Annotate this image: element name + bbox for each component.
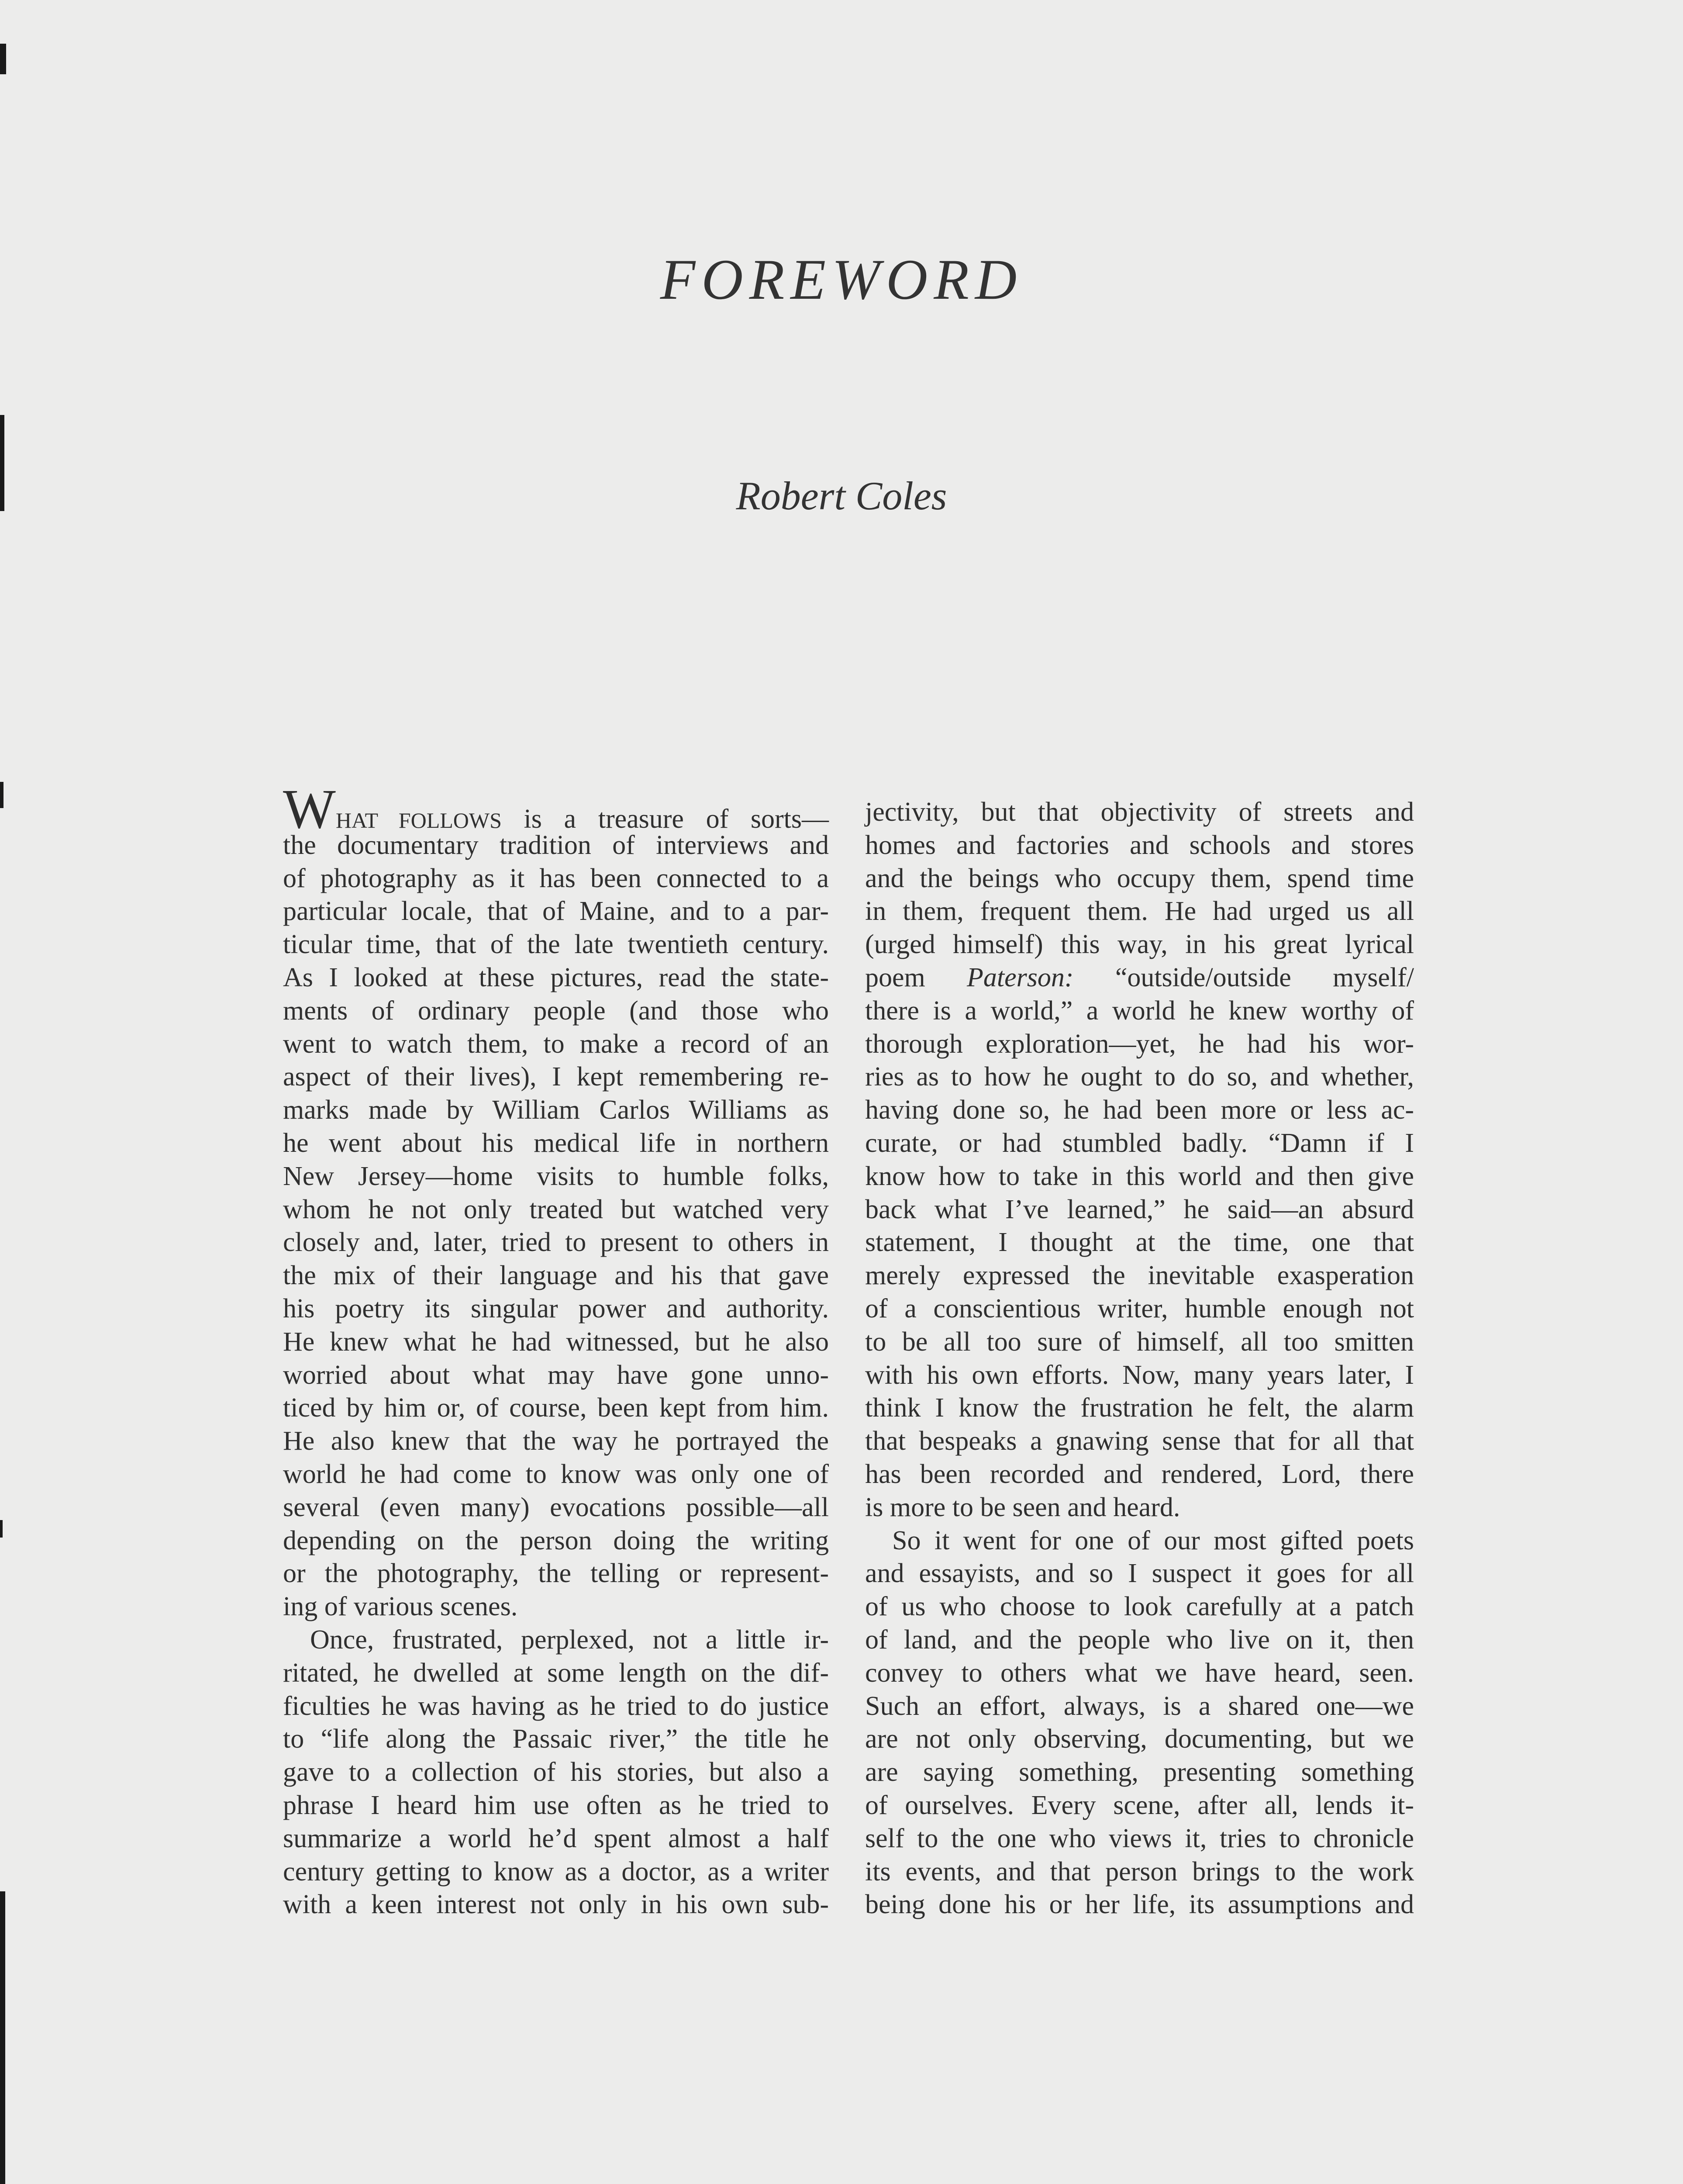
- scan-edge-mark: [0, 1520, 3, 1538]
- text-line: that bespeaks a gnawing sense that for all that: [865, 1426, 1414, 1456]
- text-line: homes and factories and schools and stores: [865, 830, 1414, 860]
- text-line: ticed by him or, of course, been kept from him.: [283, 1393, 829, 1423]
- text-line: self to the one who views it, tries to chronicle: [865, 1823, 1414, 1853]
- text-line: statement, I thought at the time, one that: [865, 1227, 1414, 1258]
- text-line: went to watch them, to make a record of an: [283, 1029, 829, 1059]
- text-line: or the photography, the telling or represent-: [283, 1559, 829, 1589]
- text-line: several (even many) evocations possible—all: [283, 1492, 829, 1522]
- scan-edge-mark: [0, 1891, 5, 2184]
- text-line: ries as to how he ought to do so, and whether,: [865, 1062, 1414, 1092]
- text-line: its events, and that person brings to the work: [865, 1856, 1414, 1887]
- text-line: [283, 778, 829, 840]
- text-line: [865, 961, 1414, 995]
- text-line: has been recorded and rendered, Lord, there: [865, 1459, 1414, 1489]
- text-line: back what I’ve learned,” he said—an absurd: [865, 1194, 1414, 1224]
- left-column: [283, 778, 829, 1921]
- text-line: convey to others what we have heard, seen.: [865, 1658, 1414, 1688]
- text-line: merely expressed the inevitable exasperation: [865, 1261, 1414, 1291]
- text-line: New Jersey—home visits to humble folks,: [283, 1161, 829, 1191]
- text-line: with his own efforts. Now, many years later, I: [865, 1360, 1414, 1390]
- text-line: of photography as it has been connected to a: [283, 863, 829, 893]
- text-line: of land, and the people who live on it, then: [865, 1624, 1414, 1655]
- text-line: and essayists, and so I suspect it goes for all: [865, 1559, 1414, 1589]
- line-text: is a treasure of sorts—: [501, 804, 829, 834]
- text-line: of a conscientious writer, humble enough not: [865, 1293, 1414, 1324]
- text-line: with a keen interest not only in his own sub-: [283, 1890, 829, 1920]
- text-line: to “life along the Passaic river,” the title he: [283, 1724, 829, 1754]
- text-line: phrase I heard him use often as he tried to: [283, 1790, 829, 1820]
- italic-title: Paterson:: [967, 962, 1074, 992]
- text-line: world he had come to know was only one of: [283, 1459, 829, 1489]
- text-line: depending on the person doing the writing: [283, 1525, 829, 1555]
- page-title: FOREWORD: [660, 247, 1023, 311]
- text-line: and the beings who occupy them, spend time: [865, 863, 1414, 893]
- text-line: particular locale, that of Maine, and to a par-: [283, 896, 829, 926]
- text-line: in them, frequent them. He had urged us all: [865, 896, 1414, 926]
- text-line: whom he not only treated but watched very: [283, 1194, 829, 1224]
- text-line: curate, or had stumbled badly. “Damn if I: [865, 1128, 1414, 1158]
- text-line: ing of various scenes.: [283, 1592, 518, 1622]
- text-line: the documentary tradition of interviews and: [283, 830, 829, 860]
- text-line: having done so, he had been more or less ac-: [865, 1095, 1414, 1125]
- text-line: closely and, later, tried to present to others in: [283, 1227, 829, 1258]
- text-line: ments of ordinary people (and those who: [283, 995, 829, 1026]
- text-line: to be all too sure of himself, all too smitten: [865, 1327, 1414, 1357]
- scan-edge-mark: [0, 782, 3, 808]
- text-line: are not only observing, documenting, but we: [865, 1724, 1414, 1754]
- author-name: Robert Coles: [736, 473, 947, 518]
- drop-cap: W: [283, 778, 336, 840]
- text-line: marks made by William Carlos Williams as: [283, 1095, 829, 1125]
- text-line: worried about what may have gone unno-: [283, 1360, 829, 1390]
- small-caps: HAT FOLLOWS: [335, 808, 502, 833]
- text-line: know how to take in this world and then give: [865, 1161, 1414, 1191]
- text-line: he went about his medical life in northern: [283, 1128, 829, 1158]
- text-line: (urged himself) this way, in his great lyrical: [865, 930, 1414, 960]
- text-line: He also knew that the way he portrayed the: [283, 1426, 829, 1456]
- text-line: are saying something, presenting something: [865, 1757, 1414, 1787]
- text-line: of us who choose to look carefully at a patch: [865, 1592, 1414, 1622]
- text-line: Such an effort, always, is a shared one—we: [865, 1691, 1414, 1721]
- text-line: aspect of their lives), I kept remembering re-: [283, 1062, 829, 1092]
- text-line: the mix of their language and his that gave: [283, 1261, 829, 1291]
- line-text: “outside/outside myself/: [1073, 962, 1414, 992]
- text-line: gave to a collection of his stories, but also a: [283, 1757, 829, 1787]
- text-line: Once, frustrated, perplexed, not a little ir-: [310, 1624, 829, 1655]
- text-line: century getting to know as a doctor, as a writer: [283, 1856, 829, 1887]
- right-column: [865, 796, 1414, 1921]
- text-line: of ourselves. Every scene, after all, lends it-: [865, 1790, 1414, 1820]
- text-line: He knew what he had witnessed, but he also: [283, 1327, 829, 1357]
- text-line: As I looked at these pictures, read the state-: [283, 962, 829, 992]
- text-line: there is a world,” a world he knew worthy of: [865, 995, 1414, 1026]
- scan-edge-mark: [0, 44, 6, 74]
- text-line: ticular time, that of the late twentieth century.: [283, 930, 829, 960]
- text-line: is more to be seen and heard.: [865, 1492, 1180, 1522]
- line-text: poem: [865, 962, 967, 992]
- text-line: ritated, he dwelled at some length on the dif-: [283, 1658, 829, 1688]
- text-line: think I know the frustration he felt, the alarm: [865, 1393, 1414, 1423]
- text-line: jectivity, but that objectivity of streets and: [865, 797, 1414, 827]
- text-line: So it went for one of our most gifted poets: [892, 1525, 1414, 1555]
- text-line: summarize a world he’d spent almost a half: [283, 1823, 829, 1853]
- text-line: ficulties he was having as he tried to do justice: [283, 1691, 829, 1721]
- text-line: thorough exploration—yet, he had his wor-: [865, 1029, 1414, 1059]
- text-line: being done his or her life, its assumptions and: [865, 1890, 1414, 1920]
- text-line: his poetry its singular power and authority.: [283, 1293, 829, 1324]
